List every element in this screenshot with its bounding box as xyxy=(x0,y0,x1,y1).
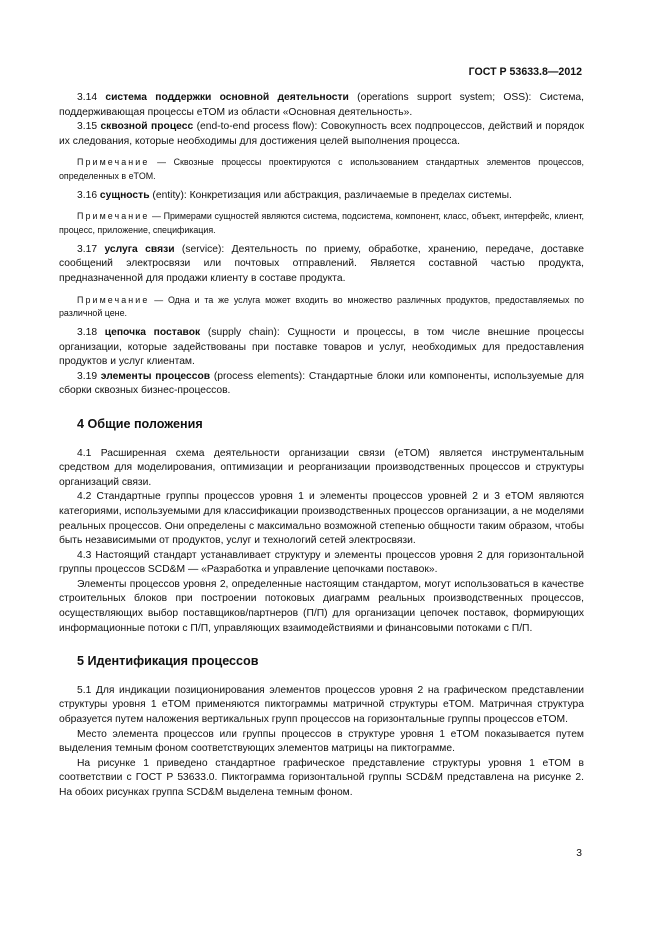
page-content xyxy=(59,91,584,801)
clause-number: 3.14 xyxy=(77,92,98,103)
definition-text: (supply chain): Сущности и процессы, в том числе внешние процессы организации, которые задействованы при поставке товаров и услуг, необходимых для предоставления продуктов и услуг клиентам. xyxy=(59,326,584,368)
clause-number: 3.18 xyxy=(77,326,98,338)
page-number: 3 xyxy=(576,848,582,859)
paragraph: 5.1 Для индикации позиционирования элементов процессов уровня 2 на графическом представлении структуры уровня 1 eTOM применяются пиктограммы матричной структуры eTOM. Матричная структура образуется путем наложения вертикальных групп процессов на горизонтальные группы процессов eTOM. xyxy=(59,684,584,726)
note-label: Примечание xyxy=(77,211,150,222)
section-heading: 5 Идентификация процессов xyxy=(77,654,259,669)
term: система поддержки основной деятельности xyxy=(105,92,349,103)
definition-text: (end-to-end process flow): Совокупность всех подпроцессов, действий и порядок их следования, которые необходимы для достижения целей выполнения процесса. xyxy=(59,121,584,147)
paragraph: На рисунке 1 приведено стандартное графическое представление структуры уровня 1 eTOM в соответствии с ГОСТ Р 53633.0. Пиктограмма горизонтальной группы SCD&M представлена на рисунке 2. На обоих рисунках группа SCD&M выделена темным фоном. xyxy=(59,757,584,798)
clause-number: 3.15 xyxy=(77,121,98,133)
paragraph: Место элемента процессов или группы процессов в структуре уровня 1 eTOM показывается путем выделения темным фоном соответствующих элементов матрицы на пиктограмме. xyxy=(59,728,584,755)
definition-3-18 xyxy=(59,326,584,370)
definition-text: (operations support system; OSS): Система, поддерживающая процессы eTOM из области «Основная деятельность». xyxy=(59,92,584,118)
note xyxy=(59,156,584,182)
note-label: Примечание xyxy=(77,294,150,305)
note xyxy=(59,210,584,236)
note-text: — Одна и та же услуга может входить во множество различных продуктов, предоставляемых по различной цене. xyxy=(59,294,584,318)
definition-text: (service): Деятельность по приему, обработке, хранению, передаче, доставке сообщений электросвязи или почтовых отправлений. Является составной частью продукта, предназначенной для продажи клиенту в составе продукта. xyxy=(59,243,584,284)
definition-3-17 xyxy=(59,243,584,287)
clause-number: 3.19 xyxy=(77,370,98,382)
paragraph: 4.1 Расширенная схема деятельности организации связи (eTOM) является инструментальным средством для моделирования, оптимизации и реорганизации производственных процессов и структуры организаций связи. xyxy=(59,447,584,488)
document-id: ГОСТ Р 53633.8—2012 xyxy=(468,66,582,78)
term: элементы процессов xyxy=(100,370,211,382)
definition-3-19 xyxy=(59,370,584,399)
term: цепочка поставок xyxy=(104,326,201,338)
definition-3-15 xyxy=(59,120,584,149)
definition-text: (process elements): Стандартные блоки или компоненты, используемые для сборки сквозных бизнес-процессов. xyxy=(59,370,584,397)
paragraph: 4.2 Стандартные группы процессов уровня 1 и элементы процессов уровней 2 и 3 eTOM являются категориями, используемыми для классификации производственных процессов организации, а не моделями реальных процессов. Они определены с максимально возможной степенью общности таким образом, чтобы быть независимыми от продуктов, услуг и технологий сетей электросвязи. xyxy=(59,491,584,547)
paragraph: Элементы процессов уровня 2, определенные настоящим стандартом, могут использоваться в качестве строительных блоков при построении потоковых диаграмм реальных производственных процессов, осуществляющих выбор поставщиков/партнеров (П/П) для организации цепочек поставок, формирующих информационные потоки с П/П, управляющих взаимодействиями и финансовыми потоками с П/П. xyxy=(59,578,584,634)
section-heading: 4 Общие положения xyxy=(77,416,203,431)
note-text: — Сквозные процессы проектируются с использованием стандартных элементов процессов, определенных в eTOM. xyxy=(59,157,584,181)
note-label: Примечание xyxy=(77,157,150,168)
note xyxy=(59,294,584,320)
definition-3-16 xyxy=(59,189,584,204)
clause-number: 3.16 xyxy=(77,189,98,201)
definition-3-14 xyxy=(59,91,584,120)
note-text: — Примерами сущностей являются система, подсистема, компонент, класс, объект, интерфейс, клиент, процесс, приложение, спецификация. xyxy=(59,211,584,235)
term: услуга связи xyxy=(104,243,175,255)
term: сквозной процесс xyxy=(100,121,194,133)
paragraph: 4.3 Настоящий стандарт устанавливает структуру и элементы процессов уровня 2 для горизонтальной группы процессов SCD&M — «Разработка и управление цепочками поставок». xyxy=(59,549,584,576)
clause-number: 3.17 xyxy=(77,243,98,255)
term: сущность xyxy=(99,189,150,201)
definition-text: (entity): Конкретизация или абстракция, различаемые в пределах системы. xyxy=(149,189,512,201)
